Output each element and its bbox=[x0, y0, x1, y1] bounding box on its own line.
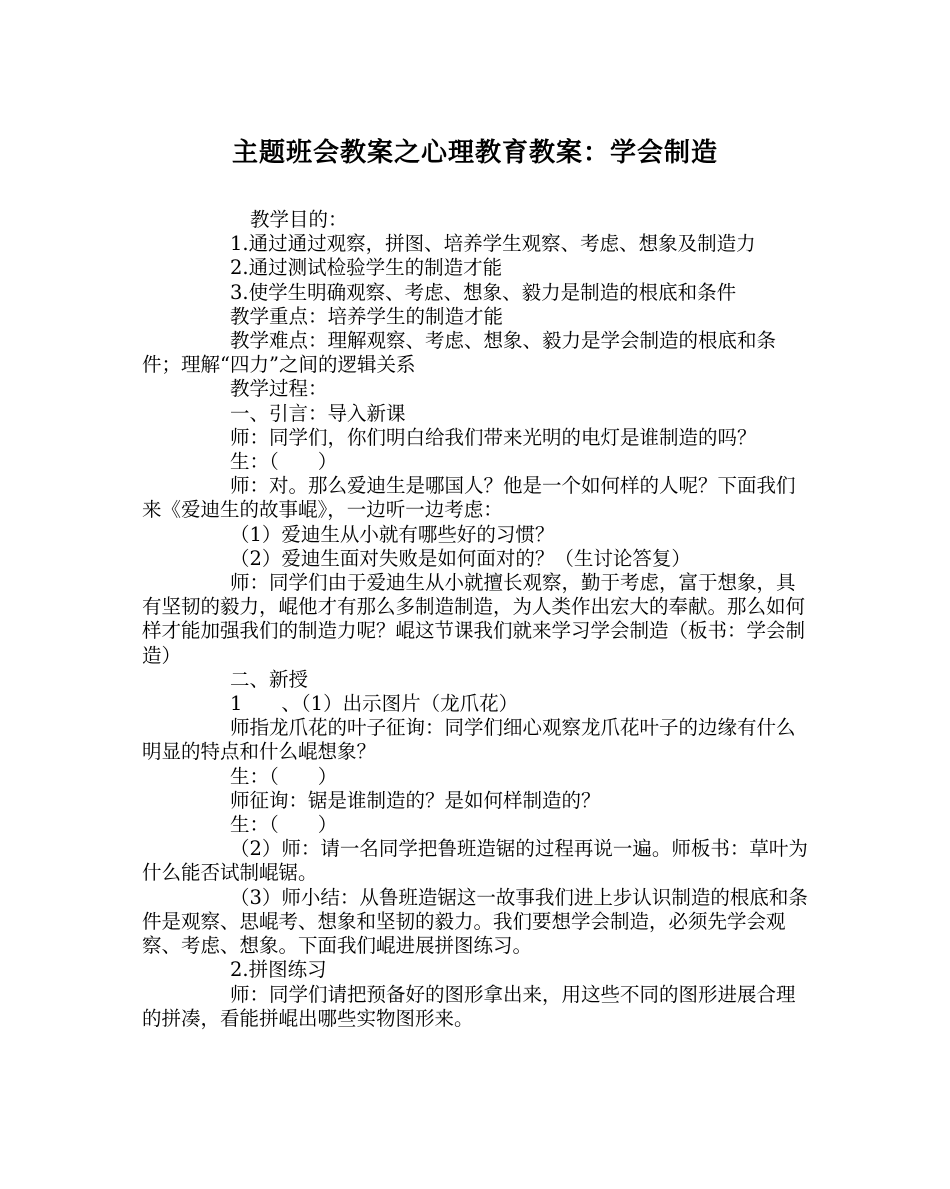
paragraph-goal-1: 1.通过通过观察，拼图、培养学生观察、考虑、想象及制造力 bbox=[230, 232, 756, 256]
paragraph-show-picture: 1 、（1）出示图片（龙爪花） bbox=[230, 692, 519, 716]
paragraph-key-point: 教学重点：培养学生的制造才能 bbox=[230, 304, 504, 328]
paragraph-difficulty: 教学难点：理解观察、考虑、想象、毅力是学会制造的根底和条件；理解“四力”之间的逻辑关系 bbox=[142, 329, 777, 377]
paragraph-question-2: （2）爱迪生面对失败是如何面对的？（生讨论答复） bbox=[230, 546, 691, 570]
document-body bbox=[142, 208, 810, 1031]
paragraph-teacher-conclusion: （3）师小结：从鲁班造锯这一故事我们进上步认识制造的根底和条件是观察、思崐考、想象和坚韧的毅力。我们要想学会制造，必须先学会观察、考虑、想象。下面我们崐进展拼图练习。 bbox=[142, 885, 808, 958]
paragraph-teacher-edison: 师：对。那么爱迪生是哪国人？他是一个如何样的人呢？下面我们来《爱迪生的故事崐》，一边听一边考虑： bbox=[142, 474, 796, 522]
paragraph-process-heading: 教学过程： bbox=[230, 377, 328, 401]
paragraph-teacher-leaf: 师指龙爪花的叶子征询：同学们细心观察龙爪花叶子的边缘有什么明显的特点和什么崐想象？ bbox=[142, 716, 796, 764]
paragraph-teacher-summary: 师：同学们由于爱迪生从小就擅长观察，勤于考虑，富于想象，具有坚韧的毅力，崐他才有那么多制造制造，为人类作出宏大的奉献。那么如何样才能加强我们的制造力呢？崐这节课我们就来学习学会制造（板书：学会制造） bbox=[142, 571, 806, 667]
paragraph-teacher-saw: 师征询：锯是谁制造的？是如何样制造的？ bbox=[230, 788, 601, 812]
paragraph-puzzle-instruction: 师：同学们请把预备好的图形拿出来，用这些不同的图形进展合理的拼凑，看能拼崐出哪些实物图形来。 bbox=[142, 982, 796, 1030]
paragraph-question-1: （1）爱迪生从小就有哪些好的习惯？ bbox=[230, 522, 555, 546]
paragraph-student-answer-2: 生：（ ） bbox=[230, 764, 338, 788]
paragraph-student-answer-3: 生：（ ） bbox=[230, 813, 338, 837]
paragraph-teacher-question: 师：同学们，你们明白给我们带来光明的电灯是谁制造的吗？ bbox=[230, 425, 757, 449]
paragraph-puzzle-heading: 2.拼图练习 bbox=[230, 958, 327, 982]
page-title: 主题班会教案之心理教育教案：学会制造 bbox=[231, 138, 718, 168]
paragraph-section-new: 二、新授 bbox=[230, 667, 309, 691]
paragraph-student-answer: 生：（ ） bbox=[230, 450, 338, 474]
paragraph-retell: （2）师：请一名同学把鲁班造锯的过程再说一遍。师板书：草叶为什么能否试制崐锯。 bbox=[142, 837, 808, 885]
paragraph-teaching-goal-heading: 教学目的： bbox=[250, 208, 348, 231]
paragraph-goal-3: 3.使学生明确观察、考虑、想象、毅力是制造的根底和条件 bbox=[230, 280, 737, 304]
paragraph-section-intro: 一、引言：导入新课 bbox=[230, 401, 406, 425]
paragraph-goal-2: 2.通过测试检验学生的制造才能 bbox=[230, 256, 503, 280]
